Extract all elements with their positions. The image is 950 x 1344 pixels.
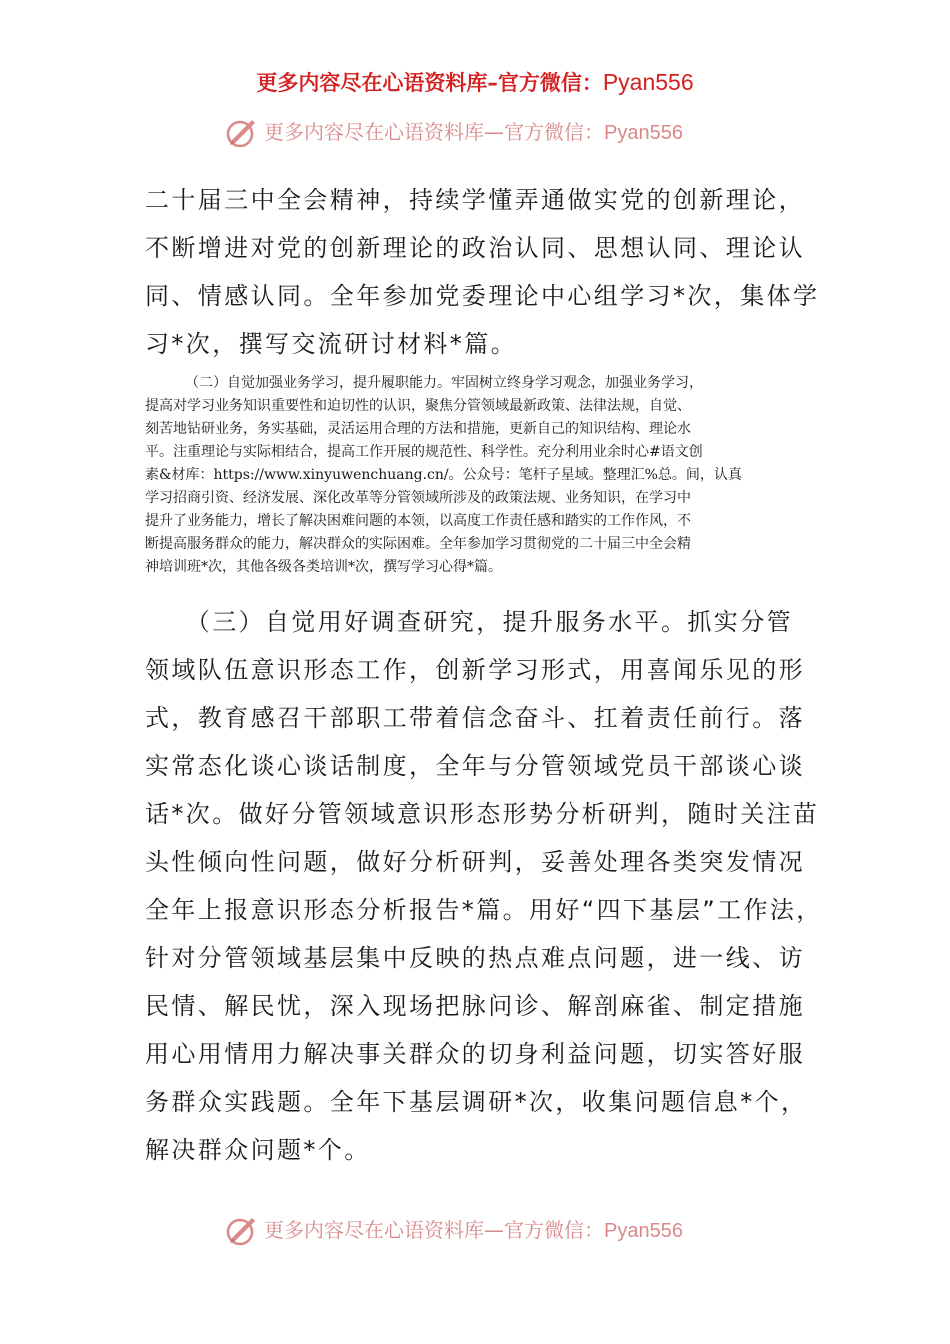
- paragraph-line: 习*次，撰写交流研讨材料*篇。: [145, 330, 517, 358]
- pen-logo-icon: [224, 114, 260, 150]
- paragraph-line: 不断增进对党的创新理论的政治认同、思想认同、理论认: [145, 234, 805, 262]
- paragraph-line: 实常态化谈心谈话制度，全年与分管领域党员干部谈心谈: [145, 752, 805, 780]
- paragraph-line: 提高对学习业务知识重要性和迫切性的认识，聚焦分管领域最新政策、法律法规，自觉、: [145, 398, 691, 414]
- watermark-text: 更多内容尽在心语资料库—官方微信：: [264, 120, 604, 144]
- paragraph-line: 平。注重理论与实际相结合，提高工作开展的规范性、科学性。充分利用业余时心#语文创: [145, 444, 703, 460]
- paragraph-line: （三）自觉用好调查研究，提升服务水平。抓实分管: [145, 608, 793, 636]
- paragraph-line: 针对分管领域基层集中反映的热点难点问题，进一线、访: [145, 944, 805, 972]
- paragraph-line: 领域队伍意识形态工作，创新学习形式，用喜闻乐见的形: [145, 656, 805, 684]
- banner-text: 更多内容尽在心语资料库–官方微信：: [256, 71, 603, 95]
- paragraph-line: 全年上报意识形态分析报告*篇。用好“四下基层”工作法，: [145, 896, 823, 924]
- paragraph-line: 式，教育感召干部职工带着信念奋斗、扛着责任前行。落: [145, 704, 805, 732]
- paragraph-line: 素&材库：https://www.xinyuwenchuang.cn/。公众号：笔杆子星域。整理汇%总。间，认真: [145, 467, 742, 483]
- watermark-id: Pyan556: [604, 1220, 683, 1242]
- paragraph-line: 话*次。做好分管领域意识形态形势分析研判，随时关注苗: [145, 800, 820, 828]
- paragraph-line: 学习招商引资、经济发展、深化改革等分管领域所涉及的政策法规、业务知识，在学习中: [145, 490, 691, 506]
- paragraph-line: 断提高服务群众的能力，解决群众的实际困难。全年参加学习贯彻党的二十届三中全会精: [145, 536, 691, 552]
- paragraph-line: 神培训班*次，其他各级各类培训*次，撰写学习心得*篇。: [145, 559, 502, 575]
- top-banner: [0, 64, 950, 101]
- pen-logo-icon: [224, 1212, 260, 1248]
- paragraph-line: 用心用情用力解决事关群众的切身利益问题，切实答好服: [145, 1040, 805, 1068]
- paragraph-2-first: [185, 372, 865, 395]
- paragraph-1: [145, 176, 825, 368]
- paragraph-line: 民情、解民忧，深入现场把脉问诊、解剖麻雀、制定措施: [145, 992, 805, 1020]
- paragraph-line: （二）自觉加强业务学习，提升履职能力。牢固树立终身学习观念，加强业务学习，: [185, 375, 703, 391]
- paragraph-line: 同、情感认同。全年参加党委理论中心组学习*次，集体学: [145, 282, 820, 310]
- paragraph-line: 二十届三中全会精神，持续学懂弄通做实党的创新理论，: [145, 186, 805, 214]
- paragraph-line: 刻苦地钻研业务，务实基础，灵活运用合理的方法和措施，更新自己的知识结构、理论水: [145, 421, 691, 437]
- watermark-bottom: [0, 1210, 950, 1250]
- watermark-text: 更多内容尽在心语资料库—官方微信：: [264, 1218, 604, 1242]
- paragraph-2: [145, 395, 825, 579]
- paragraph-line: 提升了业务能力，增长了解决困难问题的本领，以高度工作责任感和踏实的工作作风，不: [145, 513, 691, 529]
- paragraph-line: 务群众实践题。全年下基层调研*次，收集问题信息*个，: [145, 1088, 808, 1116]
- watermark-id: Pyan556: [604, 122, 683, 144]
- paragraph-line: 解决群众问题*个。: [145, 1136, 371, 1164]
- paragraph-line: 头性倾向性问题，做好分析研判，妥善处理各类突发情况: [145, 848, 805, 876]
- watermark-top: [0, 112, 950, 152]
- banner-id: Pyan556: [602, 69, 694, 95]
- paragraph-3: [145, 598, 825, 1174]
